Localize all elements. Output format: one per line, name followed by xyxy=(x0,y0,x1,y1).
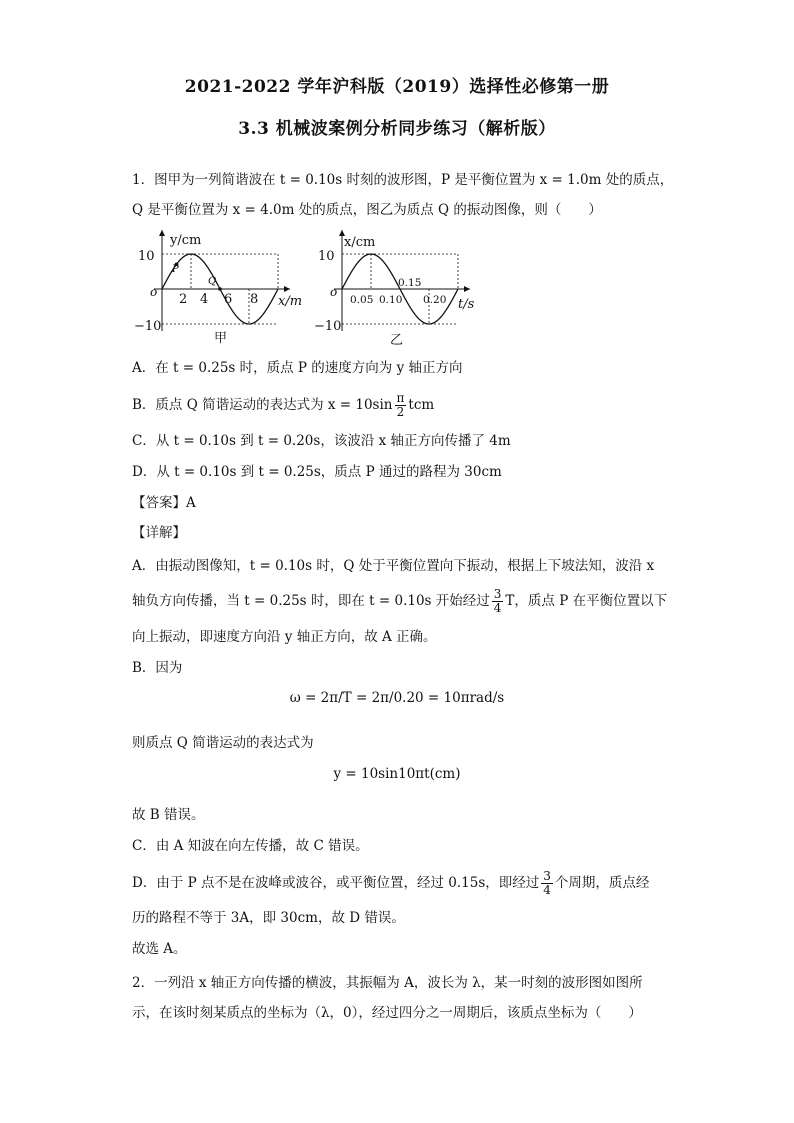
frac-numerator: 3 xyxy=(493,587,502,601)
yi-caption: 乙 xyxy=(390,333,404,348)
q1-explain-b-line-3: 故 B 错误。 xyxy=(132,807,205,823)
q1-option-c: C．从 t = 0.10s 到 t = 0.20s，该波沿 x 轴正方向传播了 4m xyxy=(132,433,511,449)
q1-stem-line-1: 1．图甲为一列简谐波在 t = 0.10s 时刻的波形图，P 是平衡位置为 x = 1.0m 处的质点， xyxy=(132,172,674,188)
yi-origin-label: o xyxy=(330,285,338,299)
doc-title-2: 3.3 机械波案例分析同步练习（解析版） xyxy=(238,119,556,139)
q1-explain-d-line-2: 历的路程不等于 3A，即 30cm，故 D 错误。 xyxy=(132,910,405,926)
formula-omega: ω = 2π/T = 2π/0.20 = 10πrad/s xyxy=(289,690,505,706)
q1-option-b-fraction xyxy=(395,392,407,419)
formula-displacement: y = 10sin10πt(cm) xyxy=(333,766,461,782)
figure-yi xyxy=(312,226,492,350)
q1-explain-a-line-3: 向上振动，即速度方向沿 y 轴正方向，故 A 正确。 xyxy=(132,629,437,645)
q1-explain-b-line-1: B．因为 xyxy=(132,660,183,676)
yi-y-top-label: 10 xyxy=(318,249,335,264)
frac-numerator: π xyxy=(396,391,405,405)
frac-denominator: 2 xyxy=(396,405,405,419)
q1-explain-a-fraction xyxy=(492,588,504,615)
q1-explain-b-line-2: 则质点 Q 简谐运动的表达式为 xyxy=(132,735,314,751)
q1-explain-d-fraction xyxy=(541,870,553,897)
yi-y-label: x/cm xyxy=(344,235,376,250)
jia-caption: 甲 xyxy=(214,331,228,346)
doc-title-1: 2021-2022 学年沪科版（2019）选择性必修第一册 xyxy=(184,77,610,97)
q1-stem-line-2: Q 是平衡位置为 x = 4.0m 处的质点，图乙为质点 Q 的振动图像，则（ ） xyxy=(132,202,602,218)
jia-x-label: x/m xyxy=(278,294,303,309)
frac-denominator: 4 xyxy=(493,601,502,615)
yi-tick-005: 0.05 xyxy=(350,294,374,306)
q1-explain-d-text: D．由于 P 点不是在波峰或波谷，或平衡位置，经过 0.15s，即经过 xyxy=(132,875,540,891)
jia-y-label: y/cm xyxy=(170,233,202,248)
q1-explain-a-line-1: A．由振动图像知，t = 0.10s 时，Q 处于平衡位置向下振动，根据上下坡法知，波沿 x xyxy=(132,558,655,574)
q1-option-d: D．从 t = 0.10s 到 t = 0.25s，质点 P 通过的路程为 30cm xyxy=(132,464,502,480)
q2-stem-line-2: 示，在该时刻某质点的坐标为（λ，0），经过四分之一周期后，该质点坐标为（ ） xyxy=(132,1005,642,1021)
q1-explain-a-line-2-text: 轴负方向传播，当 t = 0.25s 时，即在 t = 0.10s 开始经过 xyxy=(132,593,490,609)
q1-explain-c: C．由 A 知波在向左传播，故 C 错误。 xyxy=(132,838,369,854)
q1-final: 故选 A。 xyxy=(132,941,187,957)
yi-y-bottom-label: −10 xyxy=(314,319,342,334)
jia-point-p-label: P xyxy=(172,264,179,275)
jia-origin-label: o xyxy=(150,285,158,299)
frac-numerator: 3 xyxy=(543,869,551,883)
yi-tick-010: 0.10 xyxy=(379,294,403,306)
y-axis-arrow xyxy=(159,230,165,236)
jia-tick-4: 4 xyxy=(200,292,209,307)
x-axis-arrow xyxy=(464,286,470,292)
jia-y-bottom-label: −10 xyxy=(134,319,162,334)
yi-tick-015: 0.15 xyxy=(398,277,422,289)
x-axis-arrow xyxy=(284,286,290,292)
jia-tick-2: 2 xyxy=(179,292,188,307)
jia-y-top-label: 10 xyxy=(138,249,155,264)
jia-tick-8: 8 xyxy=(250,292,259,307)
jia-point-q-label: Q xyxy=(208,276,217,287)
figure-jia xyxy=(132,226,312,350)
q1-answer: 【答案】A xyxy=(132,495,196,511)
frac-denominator: 4 xyxy=(543,883,551,897)
q2-stem-line-1: 2．一列沿 x 轴正方向传播的横波，其振幅为 A，波长为 λ，某一时刻的波形图如图所 xyxy=(132,975,643,991)
q1-option-b-text: B．质点 Q 简谐运动的表达式为 x = 10sin xyxy=(132,397,393,413)
point-q-marker xyxy=(218,287,222,291)
yi-tick-020: 0.20 xyxy=(423,294,447,306)
q1-explain-a-line-2 xyxy=(132,587,668,615)
q1-option-b-unit: tcm xyxy=(408,397,435,413)
q1-option-a: A．在 t = 0.25s 时，质点 P 的速度方向为 y 轴正方向 xyxy=(132,360,463,376)
yi-x-label: t/s xyxy=(458,297,475,312)
q1-explain-d-line-1 xyxy=(132,870,662,897)
q1-detail-heading: 【详解】 xyxy=(132,525,186,541)
q1-explain-d-tail: 个周期，质点经 xyxy=(554,875,650,891)
jia-tick-6: 6 xyxy=(224,292,233,307)
q1-option-b xyxy=(132,392,662,419)
q1-explain-a-line-2-tail: T，质点 P 在平衡位置以下 xyxy=(505,593,668,609)
